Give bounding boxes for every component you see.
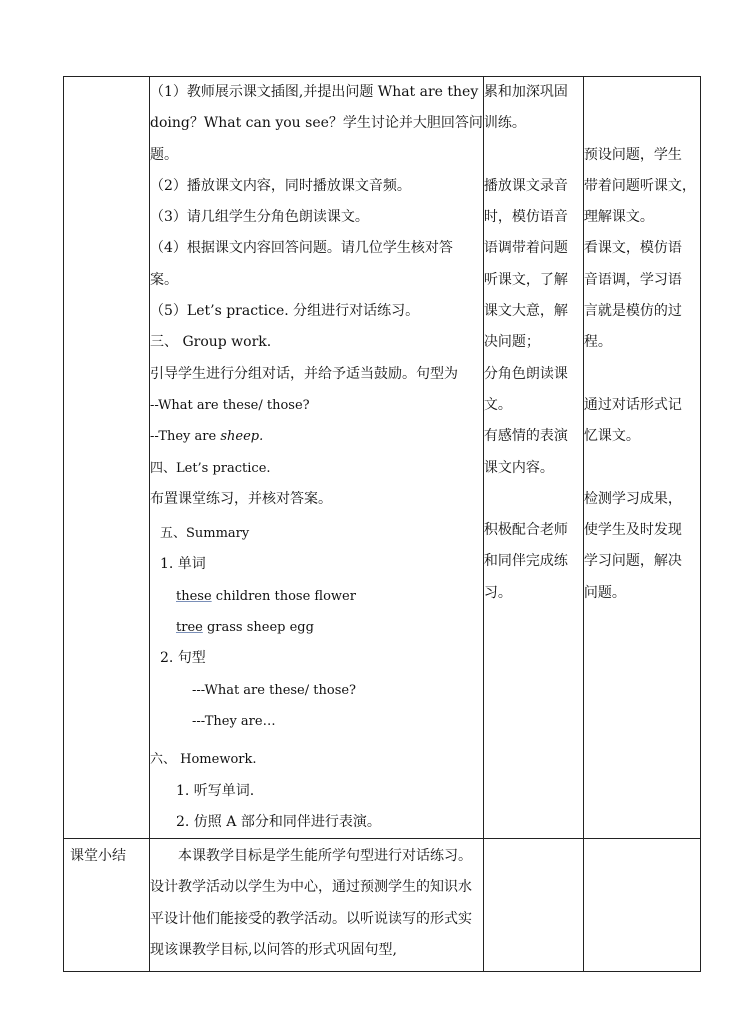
- homework-heading: 六、 Homework.: [150, 752, 257, 768]
- col3-line: 累和加深巩固: [483, 84, 568, 100]
- class-summary-empty-cell: [483, 839, 583, 972]
- col4-line: 检测学习成果，: [583, 490, 682, 507]
- col4-line: 问题。: [583, 584, 626, 601]
- col4-line: 预设问题，学生: [583, 146, 682, 163]
- summary-words-row2: [150, 612, 483, 643]
- class-summary-text-cell: [150, 839, 484, 972]
- col4-line: 程。: [583, 334, 612, 351]
- word-tree: tree: [176, 620, 203, 636]
- col3-line: 语调带着问题: [483, 240, 568, 257]
- homework-item1: 1. 听写单词.: [176, 782, 255, 799]
- col4-line: 看课文，模仿语: [583, 240, 682, 257]
- col4-line: 言就是模仿的过: [583, 303, 682, 320]
- class-summary-row: [64, 839, 701, 972]
- step2-line: （2）播放课文内容，同时播放课文音频。: [150, 177, 411, 194]
- design-intent-cell: [583, 77, 700, 839]
- words-row1-rest: children those flower: [211, 588, 356, 604]
- word-these: these: [176, 588, 212, 604]
- teaching-process-cell: [150, 77, 484, 839]
- class-summary-empty-cell: [583, 839, 700, 972]
- col3-line: 分角色朗读课: [483, 365, 568, 382]
- pattern-question: --What are these/ those?: [150, 397, 310, 413]
- summary-sentence2: ---They are…: [192, 713, 276, 729]
- summary-heading: 五、Summary: [160, 526, 250, 542]
- col3-line: 决问题；: [483, 334, 540, 351]
- col4-line: 使学生及时发现: [583, 522, 682, 539]
- col3-line: 听课文，了解: [483, 271, 568, 288]
- step1-line1: （1）教师展示课文插图,并提出问题 What are they: [150, 84, 479, 100]
- class-summary-label-cell: [64, 839, 150, 972]
- step5-line: （5）Let’s practice. 分组进行对话练习。: [150, 303, 420, 320]
- col4-line: 通过对话形式记: [583, 396, 682, 413]
- class-summary-text: 本课教学目标是学生能所学句型进行对话练习。设计教学活动以学生为中心，通过预测学生的知识水平设计他们能接受的教学活动。以听说读写的形式实现该课教学目标,以问答的形式巩固句型,: [150, 848, 472, 959]
- col3-line: 课文内容。: [483, 459, 554, 476]
- stage-cell: [64, 77, 150, 839]
- col4-line: 理解课文。: [583, 209, 654, 226]
- group-work-instruction: 引导学生进行分组对话，并给予适当鼓励。句型为: [150, 365, 458, 382]
- homework-item2: 2. 仿照 A 部分和同伴进行表演。: [176, 813, 381, 830]
- col3-line: 课文大意，解: [483, 303, 568, 320]
- col3-line: 文。: [483, 396, 512, 413]
- col3-line: 有感情的表演: [483, 428, 568, 445]
- summary-sentence-label: 2. 句型: [160, 650, 206, 667]
- col4-line: 音语调，学习语: [583, 271, 682, 288]
- col3-line: 播放课文录音: [483, 177, 568, 194]
- step4-line2: 案。: [150, 271, 178, 288]
- col4-line: 学习问题，解决: [583, 553, 682, 570]
- col3-line: 时，模仿语音: [483, 209, 568, 226]
- words-row2-rest: grass sheep egg: [202, 620, 314, 636]
- summary-words-label: 1. 单词: [160, 556, 206, 573]
- col3-line: 和同伴完成练: [483, 553, 568, 570]
- group-work-heading: 三、 Group work.: [150, 334, 272, 351]
- step3-line: （3）请几组学生分角色朗读课文。: [150, 209, 369, 226]
- pattern-answer-prefix: --They are: [150, 429, 221, 445]
- step1-line3: 题。: [150, 146, 178, 163]
- step1-line2: doing？What can you see？学生讨论并大胆回答问: [150, 115, 483, 132]
- lesson-plan-table: [63, 76, 701, 972]
- step4-line1: （4）根据课文内容回答问题。请几位学生核对答: [150, 240, 453, 257]
- col4-line: 带着问题听课文，: [583, 177, 696, 194]
- student-activity-cell: [483, 77, 583, 839]
- summary-sentence1: ---What are these/ those?: [192, 682, 357, 698]
- col3-line: 训练。: [483, 115, 526, 132]
- class-summary-label: 课堂小结: [70, 848, 126, 865]
- col3-line: 积极配合老师: [483, 522, 568, 539]
- col3-line: 习。: [483, 584, 512, 601]
- pattern-answer: [150, 421, 483, 452]
- col4-line: 忆课文。: [583, 428, 640, 445]
- pattern-answer-word: sheep.: [220, 429, 264, 445]
- activities-row: [64, 77, 701, 839]
- summary-words-row1: [150, 581, 483, 612]
- practice-instruction: 布置课堂练习，并核对答案。: [150, 490, 332, 507]
- section4-heading: 四、Let’s practice.: [150, 460, 271, 476]
